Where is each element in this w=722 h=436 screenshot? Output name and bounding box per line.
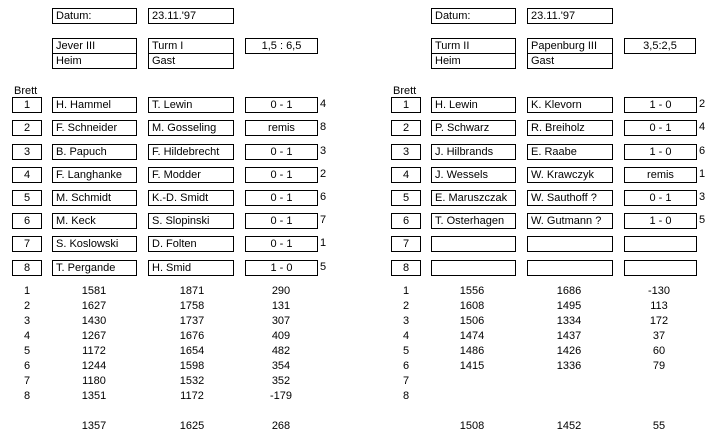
board-number: 1: [12, 97, 42, 113]
result-field[interactable]: 0 - 1: [245, 144, 318, 160]
away-rating: 1676: [179, 330, 205, 342]
home-player-field[interactable]: [431, 260, 516, 276]
away-rating: 1737: [179, 315, 205, 327]
away-player-field[interactable]: W. Sauthoff ?: [527, 190, 613, 206]
result-field[interactable]: 0 - 1: [245, 190, 318, 206]
home-team-field[interactable]: Jever III: [52, 38, 137, 54]
away-player-field[interactable]: D. Folten: [148, 236, 234, 252]
date-field[interactable]: 23.11.'97: [527, 8, 613, 24]
home-player-field[interactable]: M. Schmidt: [52, 190, 137, 206]
board-ranking: 2: [699, 98, 706, 110]
rating-row-number: 5: [24, 345, 31, 357]
home-rating: 1415: [459, 360, 485, 372]
rating-difference: 482: [271, 345, 291, 357]
board-ranking: 3: [320, 145, 327, 157]
board-number: 4: [391, 167, 421, 183]
rating-difference: -130: [647, 285, 671, 297]
rating-difference: 409: [271, 330, 291, 342]
home-player-field[interactable]: T. Pergande: [52, 260, 137, 276]
rating-difference: 79: [652, 360, 666, 372]
rating-row-number: 1: [403, 285, 410, 297]
home-rating: 1556: [459, 285, 485, 297]
rating-difference: 172: [649, 315, 669, 327]
avg-home: 1508: [459, 420, 485, 432]
away-rating: 1172: [180, 390, 204, 402]
away-player-field[interactable]: [527, 260, 613, 276]
home-rating: 1581: [81, 285, 107, 297]
home-label: Heim: [431, 53, 516, 69]
away-rating: 1598: [179, 360, 205, 372]
home-player-field[interactable]: M. Keck: [52, 213, 137, 229]
away-player-field[interactable]: T. Lewin: [148, 97, 234, 113]
result-field[interactable]: remis: [245, 120, 318, 136]
away-rating: 1654: [179, 345, 205, 357]
board-number: 5: [391, 190, 421, 206]
away-rating: 1336: [556, 360, 582, 372]
avg-away: 1625: [179, 420, 205, 432]
board-ranking: 1: [699, 168, 706, 180]
home-player-field[interactable]: T. Osterhagen: [431, 213, 516, 229]
home-player-field[interactable]: P. Schwarz: [431, 120, 516, 136]
result-field[interactable]: 0 - 1: [624, 190, 697, 206]
board-number: 3: [391, 144, 421, 160]
away-player-field[interactable]: R. Breiholz: [527, 120, 613, 136]
away-rating: 1871: [179, 285, 205, 297]
home-rating: 1267: [81, 330, 107, 342]
home-rating: 1180: [82, 375, 106, 387]
score-field[interactable]: 3,5:2,5: [624, 38, 696, 54]
result-field[interactable]: 1 - 0: [245, 260, 318, 276]
rating-difference: 354: [271, 360, 291, 372]
board-number: 4: [12, 167, 42, 183]
datum-label: Datum:: [52, 8, 137, 24]
avg-diff: 55: [652, 420, 666, 432]
board-number: 8: [12, 260, 42, 276]
away-label: Gast: [527, 53, 613, 69]
away-player-field[interactable]: [527, 236, 613, 252]
board-ranking: 3: [699, 191, 706, 203]
rating-row-number: 7: [403, 375, 410, 387]
home-player-field[interactable]: S. Koslowski: [52, 236, 137, 252]
board-number: 7: [12, 236, 42, 252]
away-player-field[interactable]: F. Hildebrecht: [148, 144, 234, 160]
board-number: 8: [391, 260, 421, 276]
board-ranking: 2: [320, 168, 327, 180]
away-player-field[interactable]: S. Slopinski: [148, 213, 234, 229]
board-number: 2: [391, 120, 421, 136]
away-player-field[interactable]: M. Gosseling: [148, 120, 234, 136]
board-ranking: 4: [320, 98, 327, 110]
date-field[interactable]: 23.11.'97: [148, 8, 234, 24]
home-rating: 1608: [459, 300, 485, 312]
board-ranking: 6: [699, 145, 706, 157]
home-player-field[interactable]: J. Wessels: [431, 167, 516, 183]
avg-away: 1452: [556, 420, 582, 432]
home-rating: 1627: [81, 300, 107, 312]
away-team-field[interactable]: Papenburg III: [527, 38, 613, 54]
rating-difference: 113: [650, 300, 668, 312]
rating-row-number: 1: [24, 285, 31, 297]
board-number: 5: [12, 190, 42, 206]
home-player-field[interactable]: F. Langhanke: [52, 167, 137, 183]
home-player-field[interactable]: F. Schneider: [52, 120, 137, 136]
home-rating: 1486: [459, 345, 485, 357]
board-ranking: 5: [699, 214, 706, 226]
away-rating: 1334: [556, 315, 582, 327]
result-field[interactable]: [624, 236, 697, 252]
rating-difference: 37: [652, 330, 666, 342]
rating-row-number: 2: [24, 300, 31, 312]
board-ranking: 6: [320, 191, 327, 203]
rating-row-number: 5: [403, 345, 410, 357]
home-rating: 1430: [81, 315, 107, 327]
rating-row-number: 8: [403, 390, 410, 402]
result-field[interactable]: 0 - 1: [245, 167, 318, 183]
result-field[interactable]: 0 - 1: [245, 236, 318, 252]
board-number: 2: [12, 120, 42, 136]
rating-row-number: 3: [24, 315, 31, 327]
home-rating: 1506: [459, 315, 485, 327]
rating-row-number: 3: [403, 315, 410, 327]
home-player-field[interactable]: J. Hilbrands: [431, 144, 516, 160]
rating-row-number: 2: [403, 300, 410, 312]
home-rating: 1351: [81, 390, 107, 402]
result-field[interactable]: 0 - 1: [624, 120, 697, 136]
avg-home: 1357: [81, 420, 107, 432]
rating-row-number: 6: [24, 360, 31, 372]
rating-difference: 60: [652, 345, 666, 357]
away-player-field[interactable]: W. Krawczyk: [527, 167, 613, 183]
board-number: 7: [391, 236, 421, 252]
away-rating: 1426: [556, 345, 582, 357]
result-field[interactable]: remis: [624, 167, 697, 183]
home-rating: 1172: [82, 345, 106, 357]
brett-label: Brett: [393, 85, 417, 97]
rating-difference: 352: [271, 375, 291, 387]
away-player-field[interactable]: F. Modder: [148, 167, 234, 183]
result-field[interactable]: 1 - 0: [624, 144, 697, 160]
away-player-field[interactable]: W. Gutmann ?: [527, 213, 613, 229]
rating-row-number: 7: [24, 375, 31, 387]
rating-row-number: 6: [403, 360, 410, 372]
home-rating: 1474: [459, 330, 485, 342]
board-ranking: 8: [320, 121, 327, 133]
away-player-field[interactable]: E. Raabe: [527, 144, 613, 160]
away-player-field[interactable]: K.-D. Smidt: [148, 190, 234, 206]
home-player-field[interactable]: E. Maruszczak: [431, 190, 516, 206]
away-rating: 1495: [556, 300, 582, 312]
datum-label: Datum:: [431, 8, 516, 24]
board-number: 1: [391, 97, 421, 113]
home-player-field[interactable]: H. Lewin: [431, 97, 516, 113]
rating-difference: 131: [271, 300, 291, 312]
board-number: 6: [391, 213, 421, 229]
home-label: Heim: [52, 53, 137, 69]
board-ranking: 5: [320, 261, 327, 273]
board-number: 6: [12, 213, 42, 229]
result-field[interactable]: 0 - 1: [245, 97, 318, 113]
result-field[interactable]: 1 - 0: [624, 213, 697, 229]
away-player-field[interactable]: K. Klevorn: [527, 97, 613, 113]
board-ranking: 7: [320, 214, 327, 226]
rating-row-number: 4: [24, 330, 31, 342]
brett-label: Brett: [14, 85, 38, 97]
away-rating: 1437: [556, 330, 582, 342]
result-field[interactable]: 1 - 0: [624, 97, 697, 113]
away-rating: 1758: [179, 300, 205, 312]
away-label: Gast: [148, 53, 234, 69]
board-ranking: 4: [699, 121, 706, 133]
rating-row-number: 4: [403, 330, 410, 342]
home-team-field[interactable]: Turm II: [431, 38, 516, 54]
rating-difference: -179: [269, 390, 293, 402]
away-player-field[interactable]: H. Smid: [148, 260, 234, 276]
home-player-field[interactable]: H. Hammel: [52, 97, 137, 113]
rating-difference: 290: [271, 285, 291, 297]
avg-diff: 268: [271, 420, 291, 432]
board-number: 3: [12, 144, 42, 160]
away-rating: 1686: [556, 285, 582, 297]
home-player-field[interactable]: B. Papuch: [52, 144, 137, 160]
rating-row-number: 8: [24, 390, 31, 402]
result-field[interactable]: 0 - 1: [245, 213, 318, 229]
rating-difference: 307: [271, 315, 291, 327]
score-field[interactable]: 1,5 : 6,5: [245, 38, 318, 54]
away-team-field[interactable]: Turm I: [148, 38, 234, 54]
home-player-field[interactable]: [431, 236, 516, 252]
board-ranking: 1: [320, 237, 327, 249]
result-field[interactable]: [624, 260, 697, 276]
home-rating: 1244: [81, 360, 107, 372]
away-rating: 1532: [179, 375, 205, 387]
